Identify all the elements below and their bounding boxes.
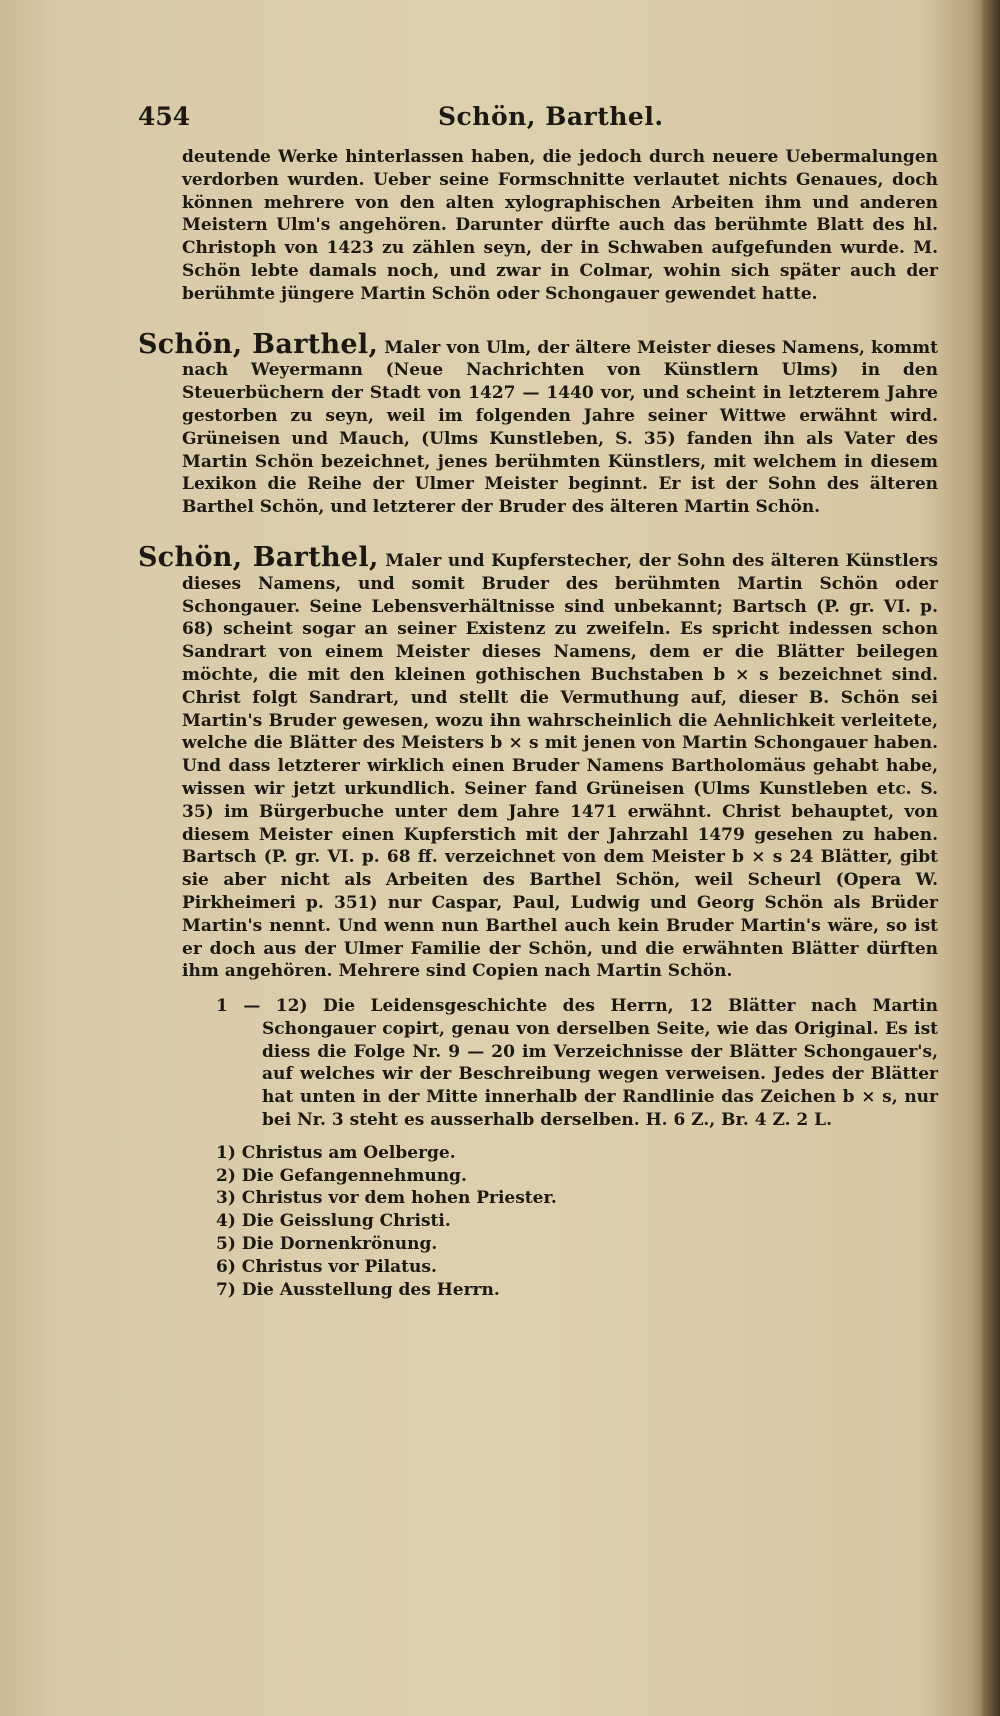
entry-barthel-younger [138,541,938,983]
works-paragraph: 1 — 12) Die Leidensgeschichte des Herrn, 12 Blätter nach Martin Schongauer copirt, genau von derselben Seite, wie das Original. Es ist diess die Folge Nr. 9 — 20 im Verzeichnisse der Blätter Schongauer's, auf welches wir der Beschreibung wegen verweisen. Jedes der Blätter hat unten in der Mitte innerhalb der Randlinie das Zeichen b × s, nur bei Nr. 3 steht es ausserhalb derselben. H. 6 Z., Br. 4 Z. 2 L. [216,996,938,1131]
page-header [138,96,938,146]
page-number: 454 [138,102,191,131]
continued-paragraph: deutende Werke hinterlassen haben, die jedoch durch neuere Uebermalungen verdorben wurden. Ueber seine Formschnitte verlautet nichts Genaues, doch können mehrere von den alten xylographischen Arbeiten ihm und anderen Meistern Ulm's angehören. Darunter dürfte auch das berühmte Blatt des hl. Christoph von 1423 zu zählen seyn, der in Schwaben aufgefunden wurde. M. Schön lebte damals noch, und zwar in Colmar, wohin sich später auch der berühmte jüngere Martin Schön oder Schongauer gewendet hatte. [182,147,938,304]
list-item: 1) Christus am Oelberge. [216,1142,456,1163]
running-title: Schön, Barthel. [438,102,664,131]
page-content [138,96,938,1301]
entry-text: Maler von Ulm, der ältere Meister dieses Namens, kommt nach Weyermann (Neue Nachrichten von Künstlern Ulms) in den Steuerbüchern der Stadt von 1427 — 1440 vor, und scheint in letzterem Jahre gestorben zu seyn, weil im folgenden Jahre seiner Wittwe erwähnt wird. Grüneisen und Mauch, (Ulms Kunstleben, S. 35) fanden ihn als Vater des Martin Schön bezeichnet, jenes berühmten Künstlers, mit welchem in diesem Lexikon die Reihe der Ulmer Meister beginnt. Er ist der Sohn des älteren Barthel Schön, und letzterer der Bruder des älteren Martin Schön. [182,337,939,518]
list-item: 4) Die Geisslung Christi. [216,1211,451,1232]
list-item: 7) Die Ausstellung des Herrn. [216,1279,500,1300]
entry-barthel-elder [138,328,939,519]
list-item: 3) Christus vor dem hohen Priester. [216,1188,557,1209]
entry-text: Maler und Kupferstecher, der Sohn des älteren Künstlers dieses Namens, und somit Bruder des berühmten Martin Schön oder Schongauer. Seine Lebensverhältnisse sind unbekannt; Bartsch (P. gr. VI. p. 68) scheint sogar an seiner Existenz zu zweifeln. Es spricht indessen schon Sandrart von einem Meister dieses Namens, dem er die Blätter beilegen möchte, die mit den kleinen gothischen Buchstaben b × s bezeichnet sind. Christ folgt Sandrart, und stellt die Vermuthung auf, dieser B. Schön sei Martin's Bruder gewesen, wozu ihn wahrscheinlich die Aehnlichkeit verleitete, welche die Blätter des Meisters b × s mit jenen von Martin Schongauer haben. Und dass letzterer wirklich einen Bruder Namens Bartholomäus gehabt habe, wissen wir jetzt urkundlich. Seiner fand Grüneisen (Ulms Kunstleben etc. S. 35) im Bürgerbuche unter dem Jahre 1471 erwähnt. Christ behauptet, von diesem Meister einen Kupferstich mit der Jahrzahl 1479 gesehen zu haben. Bartsch (P. gr. VI. p. 68 ff. verzeichnet von dem Meister b × s 24 Blätter, gibt sie aber nicht als Arbeiten des Barthel Schön, weil Scheurl (Opera W. Pirkheimeri p. 351) nur Caspar, Paul, Ludwig und Georg Schön als Brüder Martin's nennt. Und wenn nun Barthel auch kein Bruder Martin's wäre, so ist er doch aus der Ulmer Familie der Schön, und die erwähnten Blätter dürften ihm angehören. Mehrere sind Copien nach Martin Schön. [182,550,938,982]
list-item: 2) Die Gefangennehmung. [216,1165,467,1186]
entry-name: Schön, Barthel, [138,541,379,573]
entry-name: Schön, Barthel, [138,328,379,360]
works-list [138,1142,938,1302]
list-item: 6) Christus vor Pilatus. [216,1256,437,1277]
book-spine-shadow [982,0,1000,1716]
list-item: 5) Die Dornenkrönung. [216,1234,438,1255]
